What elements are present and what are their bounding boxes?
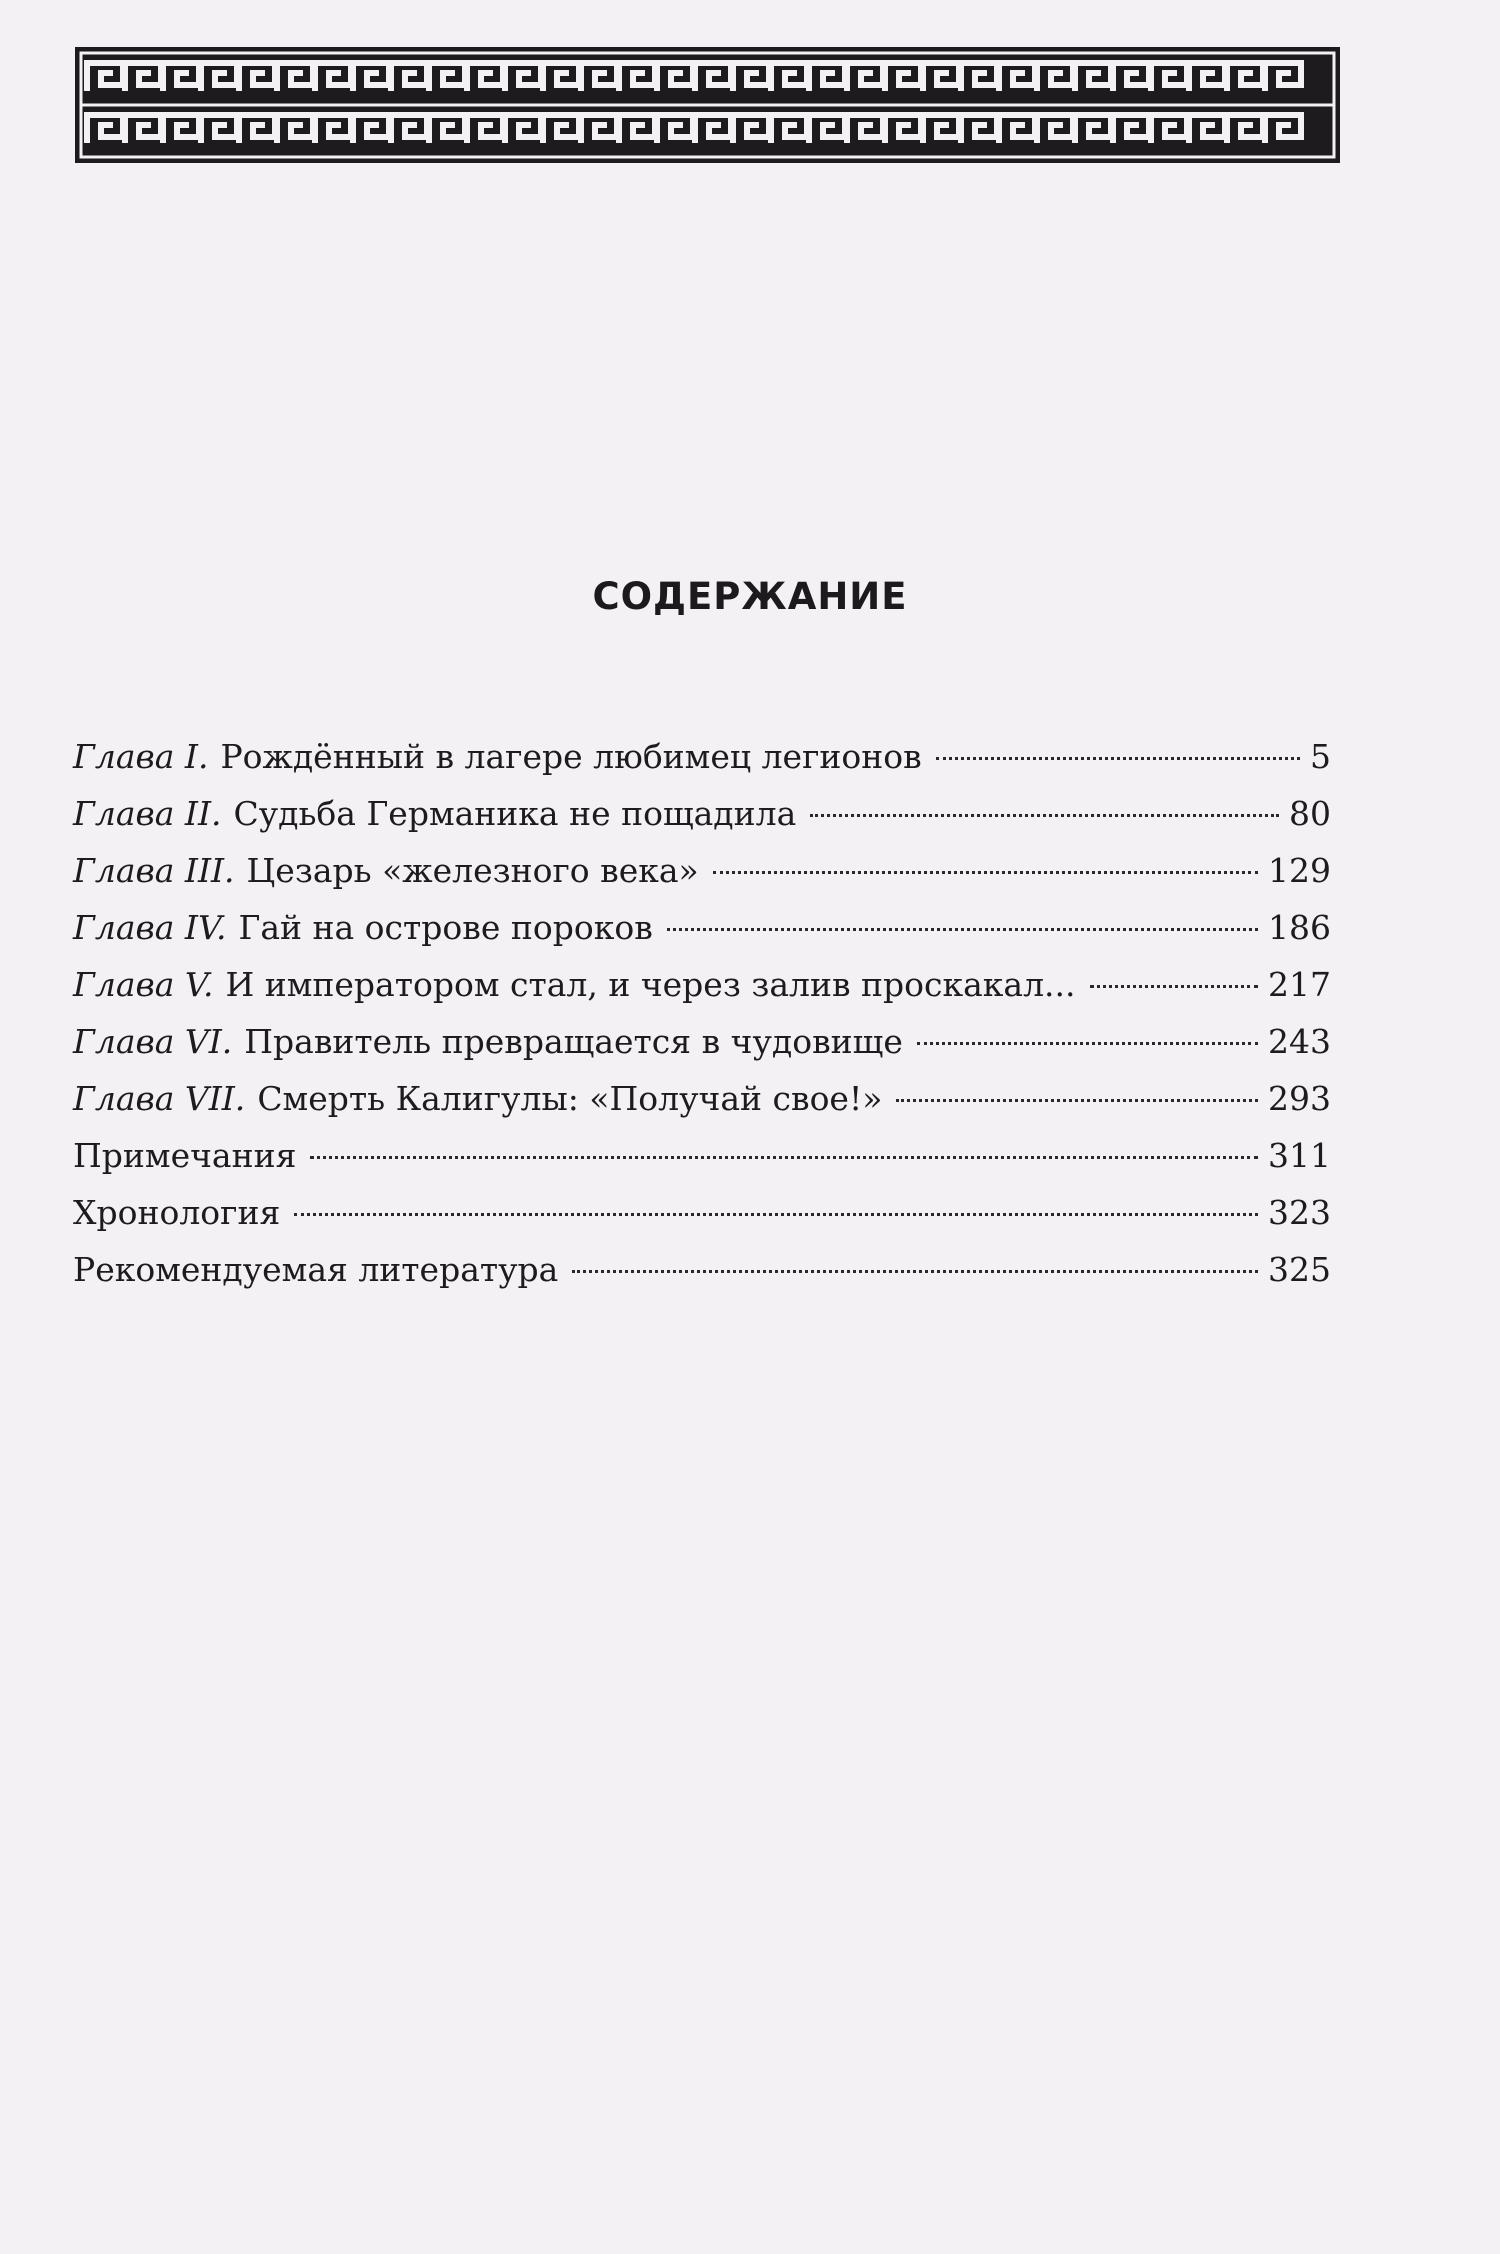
greek-key-ornament bbox=[75, 47, 1340, 163]
toc-entry bbox=[73, 842, 1331, 899]
chapter-title: Гай на острове пороков bbox=[238, 908, 653, 947]
chapter-label: Глава VII. bbox=[73, 1079, 246, 1118]
dot-leader bbox=[917, 1042, 1258, 1045]
chapter-label: Глава V. bbox=[73, 965, 214, 1004]
chapter-title: Рождённый в лагере любимец легионов bbox=[220, 737, 922, 776]
toc-entry bbox=[73, 728, 1331, 785]
dot-leader bbox=[1090, 985, 1258, 988]
chapter-title: Смерть Калигулы: «Получай свое!» bbox=[257, 1079, 883, 1118]
page-number: 186 bbox=[1268, 908, 1331, 947]
chapter-label: Глава VI. bbox=[73, 1022, 233, 1061]
toc-entry bbox=[73, 1127, 1331, 1184]
page-number: 311 bbox=[1268, 1136, 1331, 1175]
dot-leader bbox=[667, 928, 1258, 931]
dot-leader bbox=[936, 757, 1300, 760]
chapter-label: Глава III. bbox=[73, 851, 235, 890]
page-number: 323 bbox=[1268, 1193, 1331, 1232]
dot-leader bbox=[294, 1213, 1258, 1216]
chapter-label: Глава II. bbox=[73, 794, 222, 833]
table-of-contents bbox=[73, 728, 1331, 1298]
page-title: СОДЕРЖАНИЕ bbox=[592, 575, 908, 618]
section-title: Рекомендуемая литература bbox=[73, 1250, 559, 1289]
page-number: 243 bbox=[1268, 1022, 1331, 1061]
chapter-title: Цезарь «железного века» bbox=[246, 851, 699, 890]
dot-leader bbox=[310, 1156, 1258, 1159]
dot-leader bbox=[572, 1270, 1258, 1273]
dot-leader bbox=[713, 871, 1258, 874]
chapter-label: Глава IV. bbox=[73, 908, 227, 947]
chapter-title: И императором стал, и через залив проскакал... bbox=[225, 965, 1076, 1004]
chapter-title: Правитель превращается в чудовище bbox=[244, 1022, 903, 1061]
toc-entry bbox=[73, 1013, 1331, 1070]
toc-entry bbox=[73, 1184, 1331, 1241]
page-number: 129 bbox=[1268, 851, 1331, 890]
page-number: 325 bbox=[1268, 1250, 1331, 1289]
chapter-title: Судьба Германика не пощадила bbox=[233, 794, 797, 833]
toc-entry bbox=[73, 785, 1331, 842]
dot-leader bbox=[896, 1099, 1258, 1102]
page-number: 217 bbox=[1268, 965, 1331, 1004]
toc-entry bbox=[73, 1070, 1331, 1127]
toc-entry bbox=[73, 899, 1331, 956]
chapter-label: Глава I. bbox=[73, 737, 209, 776]
dot-leader bbox=[810, 814, 1279, 817]
section-title: Хронология bbox=[73, 1193, 281, 1232]
page-number: 293 bbox=[1268, 1079, 1331, 1118]
section-title: Примечания bbox=[73, 1136, 297, 1175]
toc-entry bbox=[73, 1241, 1331, 1298]
page-number: 80 bbox=[1289, 794, 1331, 833]
page-number: 5 bbox=[1310, 737, 1331, 776]
toc-entry bbox=[73, 956, 1331, 1013]
